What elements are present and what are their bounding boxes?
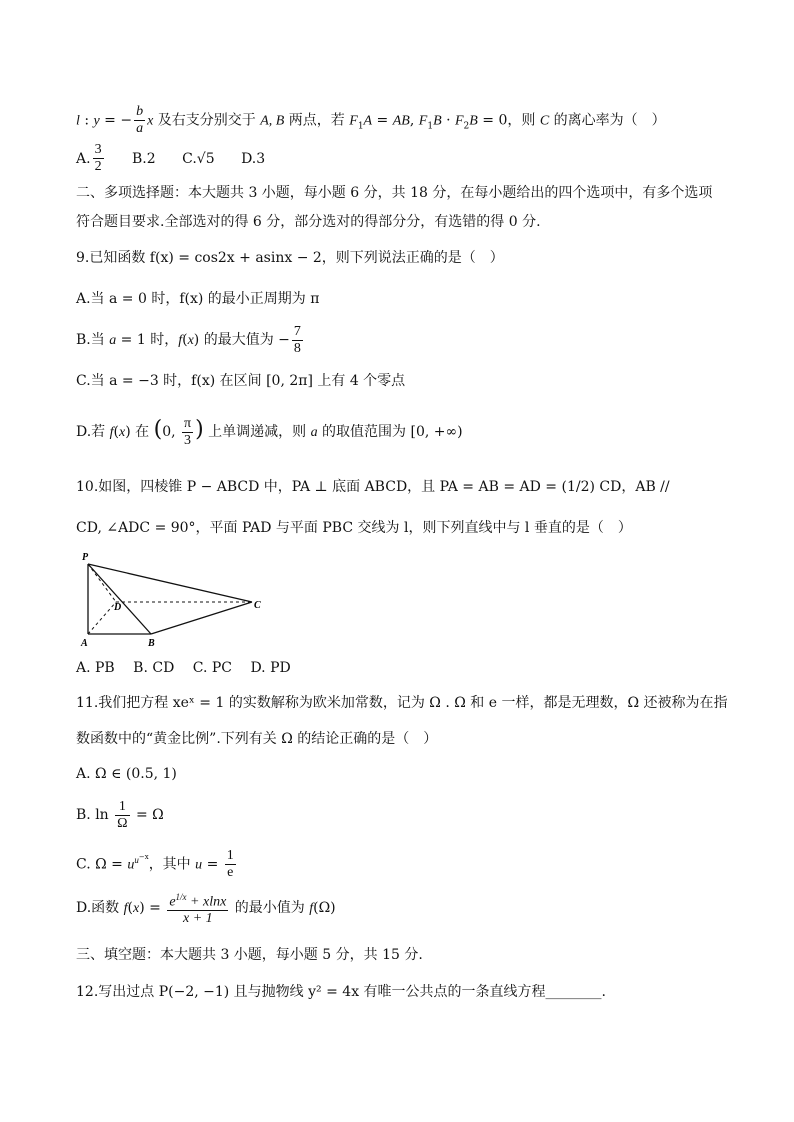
q10-option-d: D. PD <box>250 660 291 676</box>
label-p: P <box>82 552 89 563</box>
q10-line2: CD, ∠ADC = 90°，平面 PAD 与平面 PBC 交线为 l，则下列直线中与 l 垂直的是（ ） <box>76 520 632 536</box>
q11-option-a: A. Ω ∈ (0.5, 1) <box>76 766 177 782</box>
edge-ad <box>88 602 116 634</box>
q11-line2: 数函数中的“黄金比例”.下列有关 Ω 的结论正确的是（ ） <box>76 731 438 747</box>
edge-pc <box>88 564 252 602</box>
q9-stem: 9.已知函数 f(x) = cos2x + asinx − 2，则下列说法正确的是（ ） <box>76 250 504 266</box>
q8-stem-tail: l : y = − $\frac{b}{a}$ x 及右支分别交于 A, B 两点，若 $F_1A$ = AB, $F_1B \cdot F_2B = 0$，则 C 的离心率为（ ） <box>76 104 666 136</box>
q11-option-b: B. ln $\frac{1}{\Omega}$ = Ω <box>76 798 164 831</box>
q11-line1: 11.我们把方程 xeˣ = 1 的实数解称为欧米加常数，记为 Ω . Ω 和 e 一样，都是无理数，Ω 还被称为在指 <box>76 695 728 711</box>
q10-line1: 10.如图，四棱锥 P − ABCD 中，PA ⊥ 底面 ABCD，且 PA = AB = AD = (1/2) CD，AB // <box>76 479 670 495</box>
label-d: D <box>114 602 122 613</box>
q8-option-d: D.3 <box>241 150 266 167</box>
edge-bc <box>151 602 252 634</box>
q9-option-d: D.若 f(x) 在 (0, $\frac{\pi}{3}$ ) 上单调递减，则 a 的取值范围为 [0, +∞) <box>76 415 463 448</box>
section2-line2: 符合题目要求.全部选对的得 6 分，部分选对的得部分分，有选错的得 0 分. <box>76 214 541 230</box>
label-a: A <box>81 638 88 649</box>
q8-options <box>76 142 265 175</box>
q10-options <box>76 658 291 678</box>
q10-option-b: B. CD <box>133 660 175 676</box>
q9-option-a: A.当 a = 0 时，f(x) 的最小正周期为 π <box>76 291 320 307</box>
q8-option-a: A. $\frac{3}{2}$ <box>76 142 102 174</box>
q8-option-c: C.√5 <box>182 150 215 167</box>
q10-option-c: C. PC <box>192 660 232 676</box>
q11-option-d: D.函数 f(x) = $\frac{e^{1/x} + xlnx}{x + 1}$ 的最小值为 f(Ω) <box>76 885 336 932</box>
q8-option-b: B.2 <box>132 150 156 167</box>
q9-option-b: B.当 a = 1 时，f(x) 的最大值为 − $\frac{7}{8}$ <box>76 323 301 356</box>
q9-option-c: C.当 a = −3 时，f(x) 在区间 [0, 2π] 上有 4 个零点 <box>76 373 406 389</box>
label-c: C <box>254 600 261 611</box>
q12-stem: 12.写出过点 P(−2, −1) 且与抛物线 y² = 4x 有唯一公共点的一条直线方程________. <box>76 984 606 1000</box>
section3-line1: 三、填空题：本大题共 3 小题，每小题 5 分，共 15 分. <box>76 947 423 963</box>
q10-pyramid-figure <box>76 550 276 650</box>
q10-option-a: A. PB <box>76 660 115 676</box>
section2-line1: 二、多项选择题：本大题共 3 小题，每小题 6 分，共 18 分，在每小题给出的四个选项中，有多个选项 <box>76 185 713 201</box>
q11-option-c: C. $\Omega = u^{u^{-x}}$，其中 u = $\frac{1}{e}$ <box>76 848 234 881</box>
label-b: B <box>148 638 155 649</box>
